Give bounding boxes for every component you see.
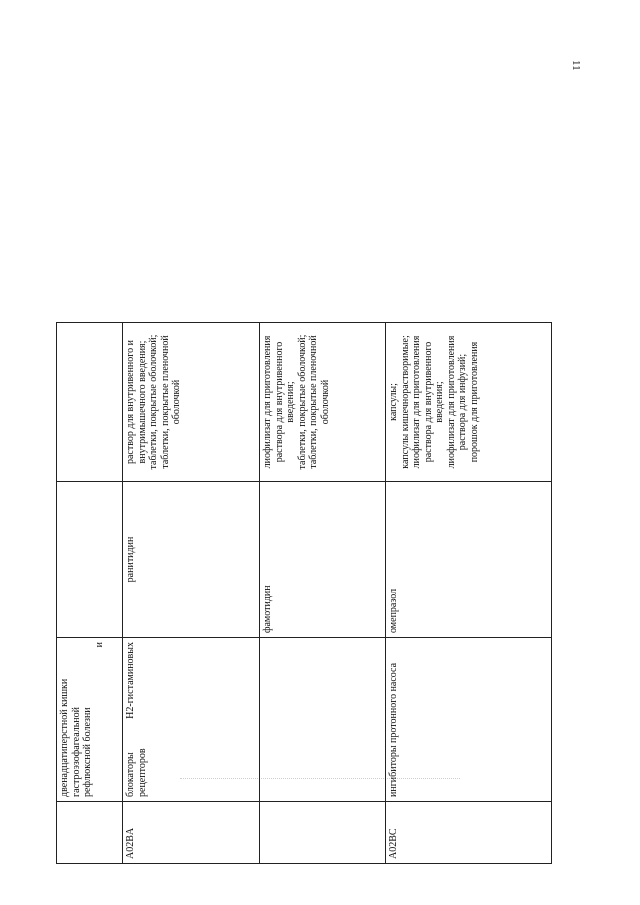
dosage-form: лиофилизат для приготовления раствора для внутривенного введения; [411,335,445,469]
continuation-line: гастроэзофагеальной [70,706,82,797]
form-cell [123,323,260,482]
table-container [56,323,566,864]
dosage-form: таблетки, покрытые оболочкой; [296,334,308,470]
group-cell [260,638,386,802]
dosage-form: таблетки, покрытые пленочной оболочкой [308,335,331,469]
table-row [123,323,260,864]
continuation-conjunction: и [93,642,105,648]
rotated-page-content [56,323,566,864]
dosage-form: раствор для внутривенного и внутримышечного введения; [125,340,148,465]
table-row [260,323,386,864]
form-cell [57,323,123,482]
dosage-form: лиофилизат для приготовления раствора для инфузий; [445,335,468,469]
group-cell: ингибиторы протонного насоса [386,638,552,802]
table-row [57,323,123,864]
code-cell [260,802,386,864]
code-cell: A02BC [386,802,552,864]
drug-cell: ранитидин [123,482,260,638]
continuation-line: двенадцатиперстной кишки [59,678,70,797]
code-cell [57,802,123,864]
drug-cell: фамотидин [260,482,386,638]
form-cell [260,323,386,482]
dosage-form: таблетки, покрытые пленочной оболочкой [159,335,182,469]
group-continuation-cell [57,638,123,802]
dosage-form: таблетки, покрытые оболочкой; [148,334,159,470]
dosage-form: капсулы; [388,383,399,421]
dosage-form: лиофилизат для приготовления раствора для внутривенного введения; [262,335,296,469]
dosage-form: капсулы кишечнорастворимые; [399,335,411,469]
form-cell [386,323,552,482]
drug-cell: омепразол [386,482,552,638]
page-number: 11 [570,60,582,71]
code-cell: A02BA [123,802,260,864]
dosage-form: порошок для приготовления [468,341,480,463]
continuation-line: рефлюксной болезни [82,707,93,797]
drug-table [56,322,552,864]
group-cell: блокаторы H2-гистаминовых рецепторов [123,638,260,802]
drug-cell [57,482,123,638]
table-row [386,323,552,864]
